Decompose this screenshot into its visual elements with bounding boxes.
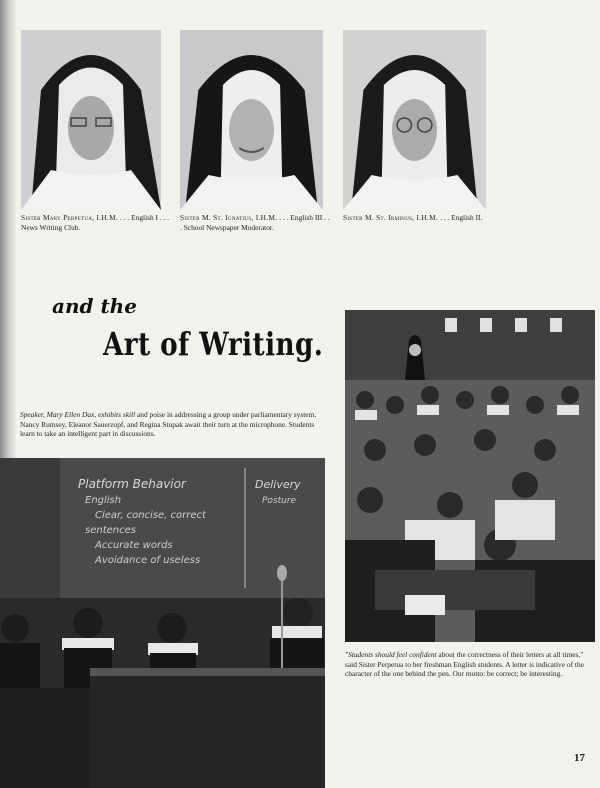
- classroom-letters-image: [345, 310, 595, 642]
- portrait-role: . . . English I . . . News Writing Club.: [21, 213, 170, 232]
- caption-text: and poise in addressing a group under parliamentary system. Nancy Rumsey, Eleanor Sauerzopf, and Regina Stupak await their turn at the microphone. Students learn to take an intelligent part in discussions.: [20, 410, 317, 439]
- chalk-line-3: sentences: [85, 525, 136, 536]
- caption-lead: Speaker, Mary Ellen Dax, exhibits skill: [20, 410, 136, 419]
- chalk-line-4: Accurate words: [95, 540, 173, 551]
- headline-small: and the: [52, 294, 137, 318]
- portrait-caption-3: [343, 213, 493, 223]
- chalk-right-line-1: Posture: [262, 496, 297, 506]
- chalk-heading-right: Delivery: [255, 478, 301, 491]
- nun-portrait-image: [343, 30, 486, 210]
- portrait-sister-st-irminus: [343, 30, 486, 210]
- classroom-photo-caption: [345, 650, 593, 679]
- portrait-caption-1: [21, 213, 171, 232]
- portrait-sister-st-ignatius: [180, 30, 323, 210]
- caption-lead: "Students should feel confident: [345, 650, 437, 659]
- chalk-line-1: English: [85, 495, 122, 506]
- headline-title: Art of Writing.: [103, 325, 324, 363]
- nun-portrait-image: [180, 30, 323, 210]
- portrait-caption-2: [180, 213, 330, 232]
- portrait-name: Sister M. St. Ignatius, I.H.M.: [180, 213, 278, 222]
- portrait-role: . . . English II.: [440, 213, 483, 222]
- portrait-sister-mary-perpetua: [21, 30, 161, 210]
- portrait-name: Sister M. St. Irminus, I.H.M.: [343, 213, 439, 222]
- chalk-line-5: Avoidance of useless: [95, 555, 201, 566]
- chalkboard-speech-photo: [0, 458, 325, 788]
- nun-portrait-image: [21, 30, 161, 210]
- classroom-photo: [345, 310, 595, 642]
- portrait-role: . . . English III . . . School Newspaper Moderator.: [180, 213, 330, 232]
- page-number: 17: [574, 752, 585, 764]
- chalk-heading-left: Platform Behavior: [78, 477, 186, 491]
- classroom-speech-image: [0, 458, 325, 788]
- chalk-line-2: Clear, concise, correct: [95, 510, 206, 521]
- portrait-name: Sister Mary Perpetua, I.H.M.: [21, 213, 119, 222]
- speech-photo-caption: [20, 410, 322, 439]
- caption-text: about the correctness of their letters at all times," said Sister Perpetua to her freshman English students. A letter is indicative of the character of the one behind the pen. Our motto: be correct; be interesting.: [345, 650, 584, 679]
